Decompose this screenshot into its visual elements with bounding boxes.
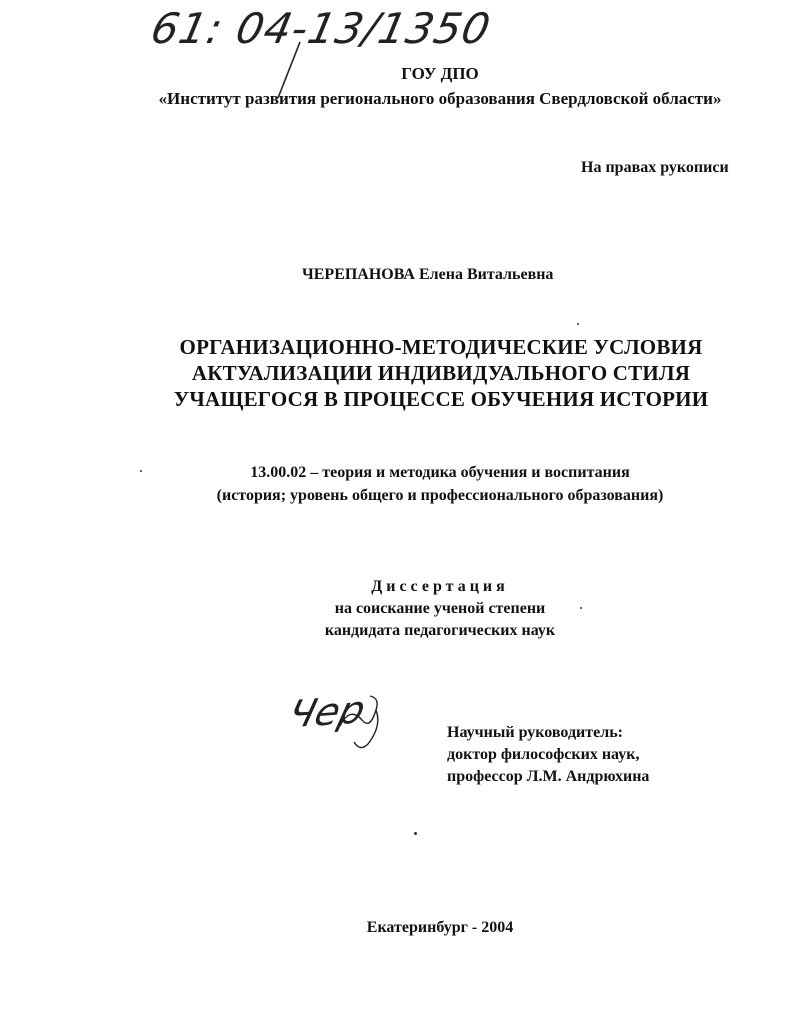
archive-mark: 61: 04-13/1350 (146, 4, 496, 53)
manuscript-rights: На правах рукописи (581, 159, 729, 176)
degree-type: Диссертация (371, 578, 509, 595)
thesis-title-line-2: АКТУАЛИЗАЦИИ ИНДИВИДУАЛЬНОГО СТИЛЯ (191, 361, 691, 385)
supervisor-label: Научный руководитель: (447, 724, 623, 741)
supervisor-name: профессор Л.М. Андрюхина (447, 768, 650, 785)
org-full-name: «Институт развития регионального образования Свердловской области» (158, 89, 722, 108)
specialty-code: 13.00.02 – теория и методика обучения и воспитания (250, 464, 630, 481)
scan-speck (580, 607, 582, 609)
signature-flourish (320, 686, 390, 756)
city-year: Екатеринбург - 2004 (366, 919, 514, 936)
scan-speck (140, 470, 142, 472)
degree-line-2: на соискание ученой степени (334, 600, 546, 617)
thesis-title-line-1: ОРГАНИЗАЦИОННО-МЕТОДИЧЕСКИЕ УСЛОВИЯ (179, 335, 703, 359)
author-name (302, 266, 553, 284)
author-given-names: Елена Витальевна (418, 266, 554, 283)
degree-line-3: кандидата педагогических наук (324, 622, 556, 639)
author-surname: ЧЕРЕПАНОВА (302, 266, 415, 283)
signature: Чер (283, 687, 370, 737)
thesis-title-line-3: УЧАЩЕГОСЯ В ПРОЦЕССЕ ОБУЧЕНИЯ ИСТОРИИ (173, 387, 709, 411)
specialty-detail: (история; уровень общего и профессионального образования) (216, 487, 664, 504)
scan-speck (414, 832, 417, 835)
supervisor-degree: доктор философских наук, (447, 746, 640, 763)
org-short-name: ГОУ ДПО (401, 64, 479, 83)
scan-speck (577, 323, 579, 325)
